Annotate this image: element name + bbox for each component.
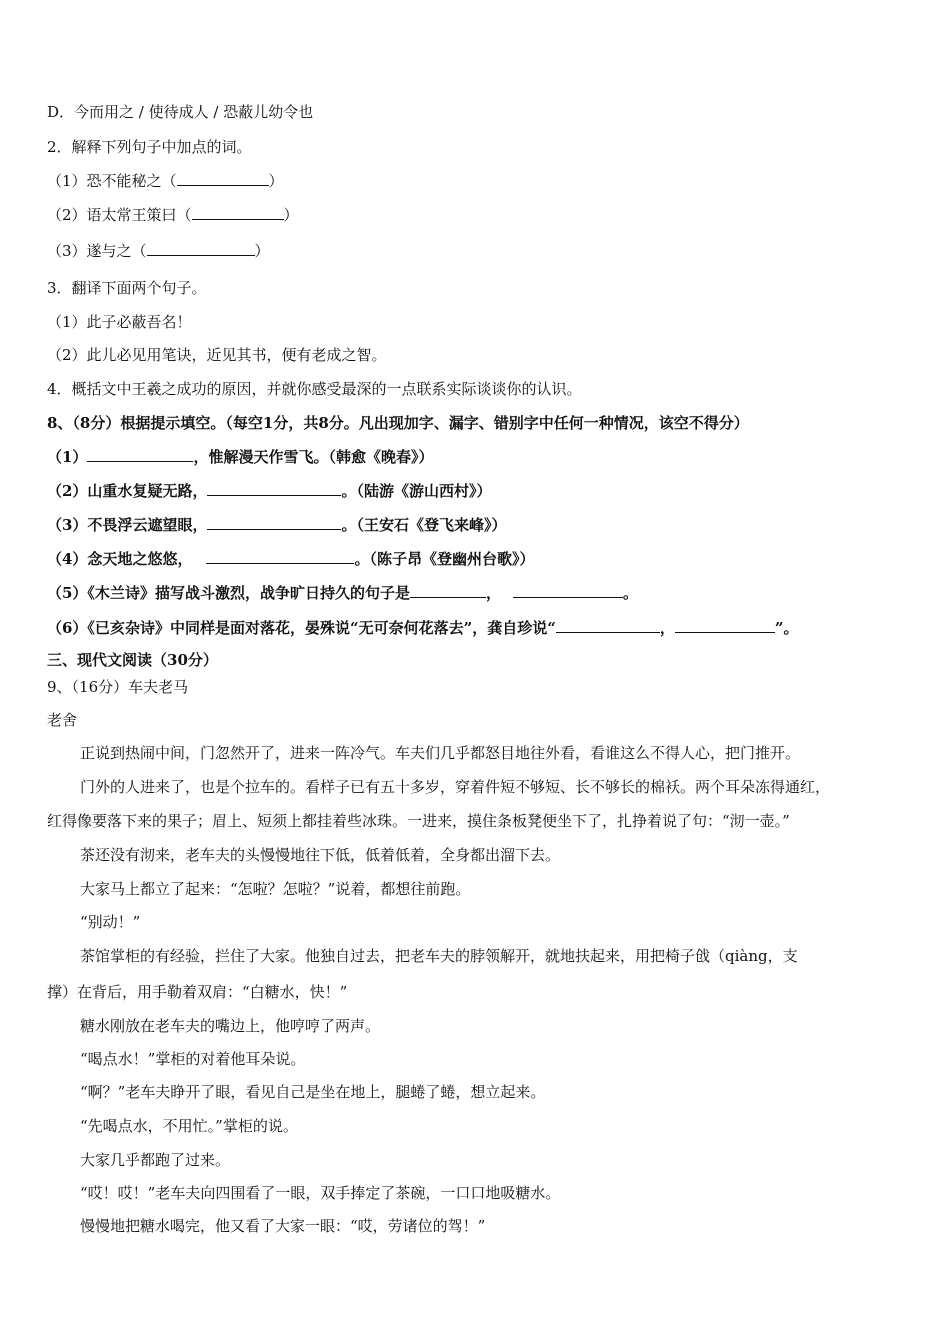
- answer-blank[interactable]: [675, 618, 775, 633]
- item-text: （3）遂与之（: [47, 242, 147, 260]
- item-text-end: 。（陆游《游山西村》）: [341, 482, 492, 500]
- question-2-item-3: [47, 241, 270, 261]
- answer-blank[interactable]: [410, 583, 486, 598]
- paragraph: “喝点水！”掌柜的对着他耳朵说。: [80, 1050, 306, 1068]
- separator: ，: [485, 584, 501, 602]
- paragraph: 糖水刚放在老车夫的嘴边上，他哼哼了两声。: [80, 1017, 381, 1035]
- separator: ，: [659, 619, 675, 637]
- answer-blank[interactable]: [556, 618, 660, 633]
- paragraph: 正说到热闹中间，门忽然开了，进来一阵冷气。车夫们几乎都怒目地往外看，看谁这么不得人心，把门推开。: [80, 744, 801, 762]
- paragraph: “别动！”: [80, 913, 141, 931]
- item-text-end: ）: [268, 172, 284, 190]
- item-text: （3）不畏浮云遮望眼，: [47, 516, 208, 534]
- paragraph: “啊？”老车夫睁开了眼，看见自己是坐在地上，腿蜷了蜷，想立起来。: [80, 1083, 546, 1101]
- q8-item-5: [47, 583, 638, 603]
- item-text-end: 。: [622, 584, 638, 602]
- item-text: （6）《已亥杂诗》中同样是面对落花，晏殊说“无可奈何花落去”，龚自珍说“: [47, 619, 556, 637]
- q8-item-3: [47, 515, 506, 535]
- answer-blank[interactable]: [206, 549, 354, 564]
- question-3-title: 3．翻译下面两个句子。: [47, 279, 207, 297]
- answer-blank[interactable]: [87, 447, 193, 462]
- question-2-item-1: [47, 171, 284, 191]
- answer-blank[interactable]: [192, 205, 284, 220]
- question-9-title: 9、（16分）车夫老马: [47, 678, 189, 696]
- paragraph: “先喝点水，不用忙。”掌柜的说。: [80, 1117, 298, 1135]
- answer-blank[interactable]: [207, 481, 341, 496]
- question-4: 4．概括文中王羲之成功的原因，并就你感受最深的一点联系实际谈谈你的认识。: [47, 380, 582, 398]
- answer-blank[interactable]: [513, 583, 623, 598]
- item-text: （4）念天地之悠悠，: [47, 550, 193, 568]
- q8-item-2: [47, 481, 491, 501]
- author: 老舍: [47, 711, 78, 729]
- item-text-end: ）: [254, 242, 270, 260]
- item-text-end: ，惟解漫天作雪飞。（韩愈《晚春》）: [193, 448, 434, 466]
- paragraph-continued: 红得像要落下来的果子；眉上、短须上都挂着些冰珠。一进来，摸住条板凳便坐下了，扎挣着说了句：“沏一壶。”: [47, 812, 790, 830]
- item-text-end: 。（王安石《登飞来峰》）: [341, 516, 507, 534]
- paragraph: 大家几乎都跑了过来。: [80, 1151, 231, 1169]
- paragraph: “哎！哎！”老车夫向四围看了一眼，双手捧定了茶碗，一口口地吸糖水。: [80, 1184, 561, 1202]
- item-text: （5）《木兰诗》描写战斗激烈，战争旷日持久的句子是: [47, 584, 410, 602]
- question-2-item-2: [47, 205, 299, 225]
- paragraph: 大家马上都立了起来：“怎啦？怎啦？”说着，都想往前跑。: [80, 880, 471, 898]
- paragraph: 茶还没有沏来，老车夫的头慢慢地往下低，低着低着，全身都出溜下去。: [80, 846, 561, 864]
- q8-item-6: [47, 618, 798, 638]
- item-text: （2）语太常王策曰（: [47, 206, 192, 224]
- item-text-end: ）: [283, 206, 299, 224]
- item-text: （1）: [47, 448, 88, 466]
- item-text-end: 。（陈子昂《登幽州台歌》）: [354, 550, 535, 568]
- option-d: D．今而用之 / 使待成人 / 恐蔽儿幼令也: [47, 103, 314, 121]
- paragraph: 门外的人进来了，也是个拉车的。看样子已有五十多岁，穿着件短不够短、长不够长的棉袄。两个耳朵冻得通红，: [80, 778, 831, 796]
- paragraph: 慢慢地把糖水喝完，他又看了大家一眼：“哎，劳诸位的驾！”: [80, 1217, 486, 1235]
- question-3-item-2: （2）此儿必见用笔诀，近见其书，便有老成之智。: [47, 346, 387, 364]
- item-text-end: ”。: [774, 619, 799, 637]
- answer-blank[interactable]: [207, 515, 341, 530]
- question-3-item-1: （1）此子必蔽吾名！: [47, 313, 192, 331]
- answer-blank[interactable]: [177, 171, 269, 186]
- item-text: （1）恐不能秘之（: [47, 172, 177, 190]
- q8-item-4: [47, 549, 534, 569]
- question-8-title: 8、（8分）根据提示填空。（每空1分，共8分。凡出现加字、漏字、错别字中任何一种情况，该空不得分）: [47, 414, 749, 432]
- item-text: （2）山重水复疑无路，: [47, 482, 208, 500]
- paragraph-continued: 撑）在背后，用手勒着双肩：“白糖水，快！”: [47, 983, 348, 1001]
- section-3-heading: 三、现代文阅读（30分）: [47, 651, 218, 669]
- paragraph: 茶馆掌柜的有经验，拦住了大家。他独自过去，把老车夫的脖领解开，就地扶起来，用把椅子戗（qiàng，支: [80, 947, 798, 965]
- q8-item-1: [47, 447, 433, 467]
- question-2-title: 2．解释下列句子中加点的词。: [47, 138, 252, 156]
- answer-blank[interactable]: [147, 241, 255, 256]
